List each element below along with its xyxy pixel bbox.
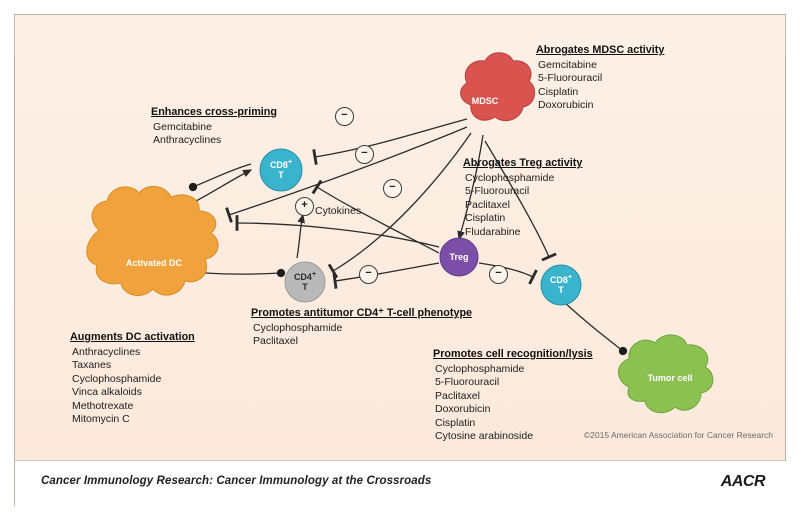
cell-label-tumor: Tumor cell (647, 373, 693, 383)
block-item: Doxorubicin (435, 403, 491, 415)
block-promotes-antitumor-cd4 (251, 307, 472, 349)
sign-minus-1: − (335, 107, 354, 126)
sign-minus-2: − (355, 145, 374, 164)
copyright-text: ©2015 American Association for Cancer Research (583, 430, 773, 440)
block-enhances-cross-priming (151, 106, 277, 148)
diagram-canvas (15, 15, 787, 460)
aacr-logo: AACR (720, 473, 765, 490)
block-item: Cyclophosphamide (435, 362, 525, 375)
block-header: Abrogates Treg activity (463, 157, 583, 169)
block-item: Methotrexate (72, 399, 134, 412)
block-item: Fludarabine (465, 225, 521, 238)
edge-mdsc-inhibits-cd8 (315, 119, 467, 157)
block-header: Enhances cross-priming (151, 106, 277, 118)
block-item: Gemcitabine (153, 120, 212, 133)
sign-minus-5: − (489, 265, 508, 284)
block-abrogates-treg-activity (463, 157, 582, 239)
edge-cd8-to-tumor (565, 303, 623, 351)
cell-label-treg: Treg (449, 252, 469, 262)
sign-minus-3: − (383, 179, 402, 198)
edge-cd8-to-dc (193, 164, 251, 187)
figure-frame (14, 14, 786, 506)
cell-label-cd4-t: CD4+ T (293, 271, 317, 292)
block-item: Mitomycin C (72, 413, 130, 425)
cell-mdsc (461, 53, 535, 121)
block-item: Cisplatin (465, 212, 506, 224)
block-header: Promotes antitumor CD4⁺ T-cell phenotype (251, 307, 473, 319)
block-header: Abrogates MDSC activity (536, 44, 665, 56)
block-item: Paclitaxel (435, 389, 480, 402)
cell-label-mdsc: MDSC (471, 96, 499, 106)
block-promotes-cell-recognition (433, 348, 593, 444)
block-item: Anthracyclines (72, 345, 141, 358)
edge-cd4-to-cd8-cytokines (297, 215, 303, 258)
cell-label-cd8-t-right: CD8+ T (549, 274, 573, 295)
sign-minus-4: − (359, 265, 378, 284)
cell-activated-dc (87, 186, 218, 295)
footer-title: Cancer Immunology Research: Cancer Immunology at the Crossroads (41, 475, 432, 487)
block-item: Cyclophosphamide (72, 372, 162, 385)
block-item: Cisplatin (538, 85, 579, 98)
edge-dc-to-cd4 (205, 273, 281, 274)
edge-treg-inhibits-dc (237, 223, 439, 247)
block-item: 5-Fluorouracil (435, 376, 500, 388)
cell-treg (440, 238, 478, 276)
block-item: Cytosine arabinoside (435, 430, 534, 442)
figure-footer (15, 460, 787, 506)
block-header: Promotes cell recognition/lysis (433, 348, 593, 360)
block-item: Cisplatin (435, 416, 476, 429)
cell-label-activated-dc: Activated DC (125, 258, 182, 268)
block-item: Taxanes (72, 359, 112, 371)
block-item: Cyclophosphamide (465, 171, 555, 184)
cell-cd4-t (285, 262, 325, 302)
block-item: 5-Fluorouracil (465, 185, 530, 197)
sign-plus-1: + (295, 197, 314, 216)
cell-cd8-t-left (260, 149, 302, 191)
cytokines-label: Cytokines (315, 205, 362, 217)
cell-cd8-t-right (541, 265, 581, 305)
block-item: Vinca alkaloids (72, 386, 142, 398)
block-abrogates-mdsc-activity (536, 44, 664, 113)
cell-label-cd8-t-left: CD8+ T (269, 159, 293, 180)
cell-tumor (619, 335, 713, 413)
block-item: Paclitaxel (253, 335, 298, 347)
block-augments-dc-activation (70, 331, 195, 427)
block-header: Augments DC activation (70, 331, 195, 343)
block-item: Cyclophosphamide (253, 321, 343, 334)
block-item: Paclitaxel (465, 198, 510, 211)
block-item: 5-Fluorouracil (538, 72, 603, 84)
block-item: Doxorubicin (538, 99, 594, 111)
block-item: Anthracyclines (153, 134, 222, 146)
block-item: Gemcitabine (538, 58, 597, 71)
edge-treg-inhibits-cd4 (335, 263, 439, 281)
